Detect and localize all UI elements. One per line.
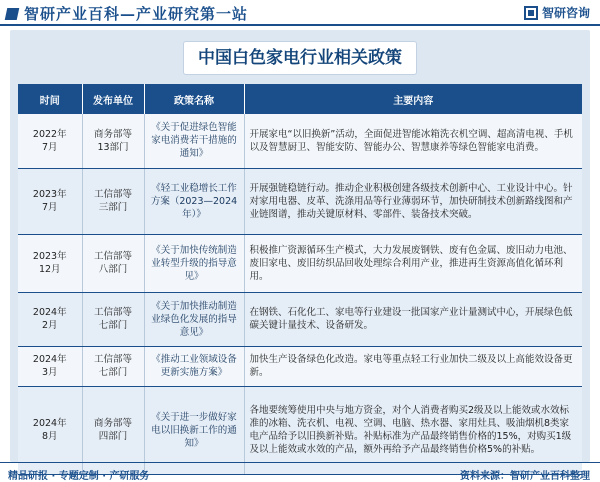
- cell-issuer: 商务部等 13部门: [82, 114, 144, 168]
- cell-issuer: 工信部等 七部门: [82, 292, 144, 346]
- cell-policy: 《关于加快推动制造业绿色化发展的指导意见》: [144, 292, 244, 346]
- cell-time: 2024年 8月: [18, 386, 82, 474]
- column-header-content: 主要内容: [244, 84, 582, 114]
- footer: [0, 464, 600, 482]
- cell-time: 2024年 2月: [18, 292, 82, 346]
- cell-time: 2024年 3月: [18, 346, 82, 386]
- cell-policy: 《关于进一步做好家电以旧换新工作的通知》: [144, 386, 244, 474]
- cell-policy: 《关于加快传统制造业转型升级的指导意见》: [144, 234, 244, 292]
- table-row: [18, 292, 582, 346]
- cell-content: 积极推广资源循环生产模式，大力发展废钢铁、废有色金属、废旧动力电池、废旧家电、废旧纺织品回收处理综合利用产业，推进再生资源高值化循环利用。: [244, 234, 582, 292]
- cell-content: 加快生产设备绿色化改造。家电等重点轻工行业加快二级及以上高能效设备更新。: [244, 346, 582, 386]
- cell-content: 在钢铁、石化化工、家电等行业建设一批国家产业计量测试中心，开展绿色低碳关键计量技术、设备研发。: [244, 292, 582, 346]
- cell-content: 开展家电“以旧换新”活动，全面促进智能冰箱洗衣机空调、超高清电视、手机以及智慧厨卫、智能安防、智能办公、智慧康养等绿色智能家电消费。: [244, 114, 582, 168]
- cell-time: 2023年 7月: [18, 168, 82, 234]
- header-divider: [0, 24, 600, 26]
- cell-issuer: 工信部等 三部门: [82, 168, 144, 234]
- cell-policy: 《推动工业领域设备更新实施方案》: [144, 346, 244, 386]
- cell-content: 开展强链稳链行动。推动企业积极创建各级技术创新中心、工业设计中心。针对家用电器、皮革、洗涤用品等行业薄弱环节，加快研制技术创新路线图和产业链图谱，推动关键原材料、零部件、装备技术突破。: [244, 168, 582, 234]
- cell-policy: 《轻工业稳增长工作方案（2023—2024年）》: [144, 168, 244, 234]
- table-row: [18, 346, 582, 386]
- cell-content: 各地要统筹使用中央与地方资金，对个人消费者购买2级及以上能效或水效标准的冰箱、洗衣机、电视、空调、电脑、热水器、家用灶具、吸油烟机8类家电产品给予以旧换新补贴。补贴标准为产品最终销售价格的15%，对购买1级及以上能效或水效的产品，额外再给予产品最终销售价格5%的补贴。: [244, 386, 582, 474]
- cell-issuer: 工信部等 七部门: [82, 346, 144, 386]
- title-mark-icon: [5, 8, 20, 20]
- column-header-issuer: 发布单位: [82, 84, 144, 114]
- table-row: [18, 168, 582, 234]
- footer-divider: [0, 462, 600, 463]
- table-row: [18, 386, 582, 474]
- column-header-time: 时间: [18, 84, 82, 114]
- footer-services: 精品研报 · 专题定制 · 产研服务: [8, 471, 150, 482]
- header-bar: [0, 0, 600, 24]
- cell-time: 2022年 7月: [18, 114, 82, 168]
- brand-logo: 智研咨询: [524, 4, 590, 21]
- column-header-policy: 政策名称: [144, 84, 244, 114]
- footer-source: 资料来源：智研产业百科整理: [460, 471, 590, 482]
- policy-panel: [10, 30, 590, 462]
- logo-icon: [524, 6, 538, 20]
- table-header-row: [18, 84, 582, 114]
- cell-policy: 《关于促进绿色智能家电消费若干措施的通知》: [144, 114, 244, 168]
- cell-issuer: 商务部等 四部门: [82, 386, 144, 474]
- table-row: [18, 114, 582, 168]
- cell-time: 2023年 12月: [18, 234, 82, 292]
- policy-table: [18, 84, 582, 475]
- panel-title: 中国白色家电行业相关政策: [198, 47, 402, 68]
- site-title: 智研产业百科—产业研究第一站: [6, 3, 248, 24]
- table-row: [18, 234, 582, 292]
- cell-issuer: 工信部等 八部门: [82, 234, 144, 292]
